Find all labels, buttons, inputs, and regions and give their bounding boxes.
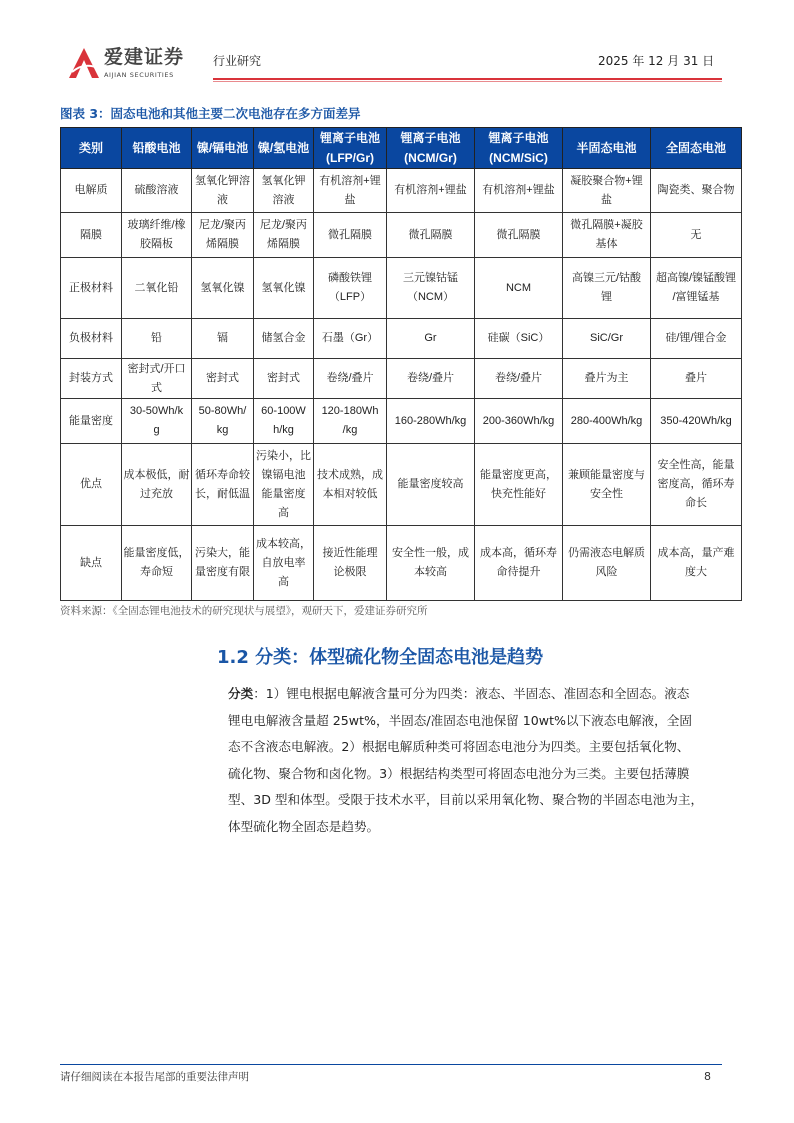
row-label: 能量密度 [61,399,122,444]
table-cell: 安全性高，能量 密度高，循环寿 命长 [651,444,742,526]
table-cell: 铅 [122,319,192,359]
table-cell: 氢氧化钾溶 液 [192,169,254,213]
table-cell: 氢氧化钾 溶液 [254,169,314,213]
table-cell: SiC/Gr [563,319,651,359]
table-cell: 微孔隔膜+凝胶 基体 [563,213,651,258]
table-row [61,169,742,213]
table-cell: 硅碳（SiC） [475,319,563,359]
table-cell: 氢氧化镍 [192,258,254,319]
table-cell: 成本高，量产难 度大 [651,526,742,601]
row-label: 正极材料 [61,258,122,319]
table-cell: 60-100W h/kg [254,399,314,444]
table-row [61,319,742,359]
table-cell: Gr [387,319,475,359]
row-label: 电解质 [61,169,122,213]
table-cell: 30-50Wh/k g [122,399,192,444]
table-cell: 三元镍钴锰 （NCM） [387,258,475,319]
column-header: 锂离子电池 (LFP/Gr) [314,128,387,169]
table-cell: 镉 [192,319,254,359]
footer-divider [60,1064,722,1065]
table-cell: 技术成熟，成 本相对较低 [314,444,387,526]
page-number: 8 [704,1070,711,1083]
aijian-logo-icon [66,46,102,80]
table-cell: 无 [651,213,742,258]
table-row [61,359,742,399]
table-cell: 120-180Wh /kg [314,399,387,444]
table-cell: 污染小，比 镍镉电池 能量密度 高 [254,444,314,526]
paragraph-line: 硫化物、聚合物和卤化物。3）根据结构类型可将固态电池分为三类。主要包括薄膜 [228,765,690,781]
header-divider [213,78,722,80]
table-cell: 陶瓷类、聚合物 [651,169,742,213]
paragraph-line: 型、3D 型和体型。受限于技术水平，目前以采用氧化物、聚合物的半固态电池为主， [228,792,704,807]
table-cell: 凝胶聚合物+锂 盐 [563,169,651,213]
table-cell: 安全性一般，成 本较高 [387,526,475,601]
figure-title: 图表 3：固态电池和其他主要二次电池存在多方面差异 [60,106,361,121]
table-cell: 有机溶剂+锂盐 [387,169,475,213]
figure-source: 资料来源：《全固态锂电池技术的研究现状与展望》，观研天下，爱建证券研究所 [60,605,428,617]
table-cell: 硫酸溶液 [122,169,192,213]
table-cell: 尼龙/聚丙 烯隔膜 [254,213,314,258]
column-header: 铅酸电池 [122,128,192,169]
table-cell: 二氧化铅 [122,258,192,319]
section-heading: 1.2 分类：体型硫化物全固态电池是趋势 [217,647,544,668]
column-header: 锂离子电池 (NCM/SiC) [475,128,563,169]
logo-text: 爱建证券 [104,46,185,68]
table-cell: 磷酸铁锂 （LFP） [314,258,387,319]
table-cell: 高镍三元/钴酸 锂 [563,258,651,319]
row-label: 隔膜 [61,213,122,258]
table-row [61,399,742,444]
table-cell: 能量密度低， 寿命短 [122,526,192,601]
table-cell: 氢氧化镍 [254,258,314,319]
table-row [61,526,742,601]
row-label: 封装方式 [61,359,122,399]
column-header: 全固态电池 [651,128,742,169]
table-cell: 卷绕/叠片 [314,359,387,399]
paragraph-line [228,681,728,708]
battery-comparison-table [60,127,742,601]
table-cell: 成本极低，耐 过充放 [122,444,192,526]
table-cell: 成本高，循环寿 命待提升 [475,526,563,601]
table-cell: 成本较高， 自放电率 高 [254,526,314,601]
table-cell: 密封式 [192,359,254,399]
column-header: 类别 [61,128,122,169]
table-cell: 350-420Wh/kg [651,399,742,444]
row-label: 缺点 [61,526,122,601]
table-cell: 超高镍/镍锰酸锂 /富锂锰基 [651,258,742,319]
table-cell: 微孔隔膜 [314,213,387,258]
table-cell: 储氢合金 [254,319,314,359]
table-cell: 叠片为主 [563,359,651,399]
table-cell: 有机溶剂+锂盐 [475,169,563,213]
table-cell: 密封式/开口 式 [122,359,192,399]
report-section: 行业研究 [213,54,262,68]
column-header: 半固态电池 [563,128,651,169]
table-cell: 160-280Wh/kg [387,399,475,444]
table-cell: 污染大，能 量密度有限 [192,526,254,601]
table-cell: 280-400Wh/kg [563,399,651,444]
table-cell: 能量密度较高 [387,444,475,526]
table-cell: 密封式 [254,359,314,399]
body-paragraph [228,681,728,840]
table-cell: 微孔隔膜 [387,213,475,258]
table-cell: 卷绕/叠片 [475,359,563,399]
table-cell: 叠片 [651,359,742,399]
logo-subtitle: AIJIAN SECURITIES [104,71,174,79]
paragraph-line: 锂电电解液含量超 25wt%，半固态/准固态电池保留 10wt%以下液态电解液，全固 [228,712,692,728]
table-cell: 兼顾能量密度与 安全性 [563,444,651,526]
paragraph-line: 体型硫化物全固态是趋势。 [228,818,380,834]
row-label: 优点 [61,444,122,526]
table-cell: 有机溶剂+锂 盐 [314,169,387,213]
column-header: 镍/镉电池 [192,128,254,169]
row-label: 负极材料 [61,319,122,359]
table-cell: 接近性能理 论极限 [314,526,387,601]
table-row [61,444,742,526]
table-cell: 仍需液态电解质 风险 [563,526,651,601]
column-header: 镍/氢电池 [254,128,314,169]
table-cell: 能量密度更高， 快充性能好 [475,444,563,526]
table-cell: 尼龙/聚丙 烯隔膜 [192,213,254,258]
table-cell: NCM [475,258,563,319]
table-cell: 循环寿命较 长，耐低温 [192,444,254,526]
table-cell: 玻璃纤维/橡 胶隔板 [122,213,192,258]
table-cell: 硅/锂/锂合金 [651,319,742,359]
paragraph-text: ：1）锂电根据电解液含量可分为四类：液态、半固态、准固态和全固态。液态 [253,686,690,701]
main-content [60,105,741,840]
header-divider-thin [213,81,722,82]
table-cell: 卷绕/叠片 [387,359,475,399]
footer-disclaimer: 请仔细阅读在本报告尾部的重要法律声明 [60,1071,249,1083]
paragraph-lead: 分类 [228,686,254,701]
table-row [61,258,742,319]
column-header: 锂离子电池 (NCM/Gr) [387,128,475,169]
paragraph-line: 态不含液态电解液。2）根据电解质种类可将固态电池分为四类。主要包括氧化物、 [228,739,690,754]
table-cell: 200-360Wh/kg [475,399,563,444]
table-cell: 石墨（Gr） [314,319,387,359]
report-date: 2025 年 12 月 31 日 [598,54,715,68]
table-row [61,213,742,258]
table-cell: 微孔隔膜 [475,213,563,258]
table-cell: 50-80Wh/ kg [192,399,254,444]
